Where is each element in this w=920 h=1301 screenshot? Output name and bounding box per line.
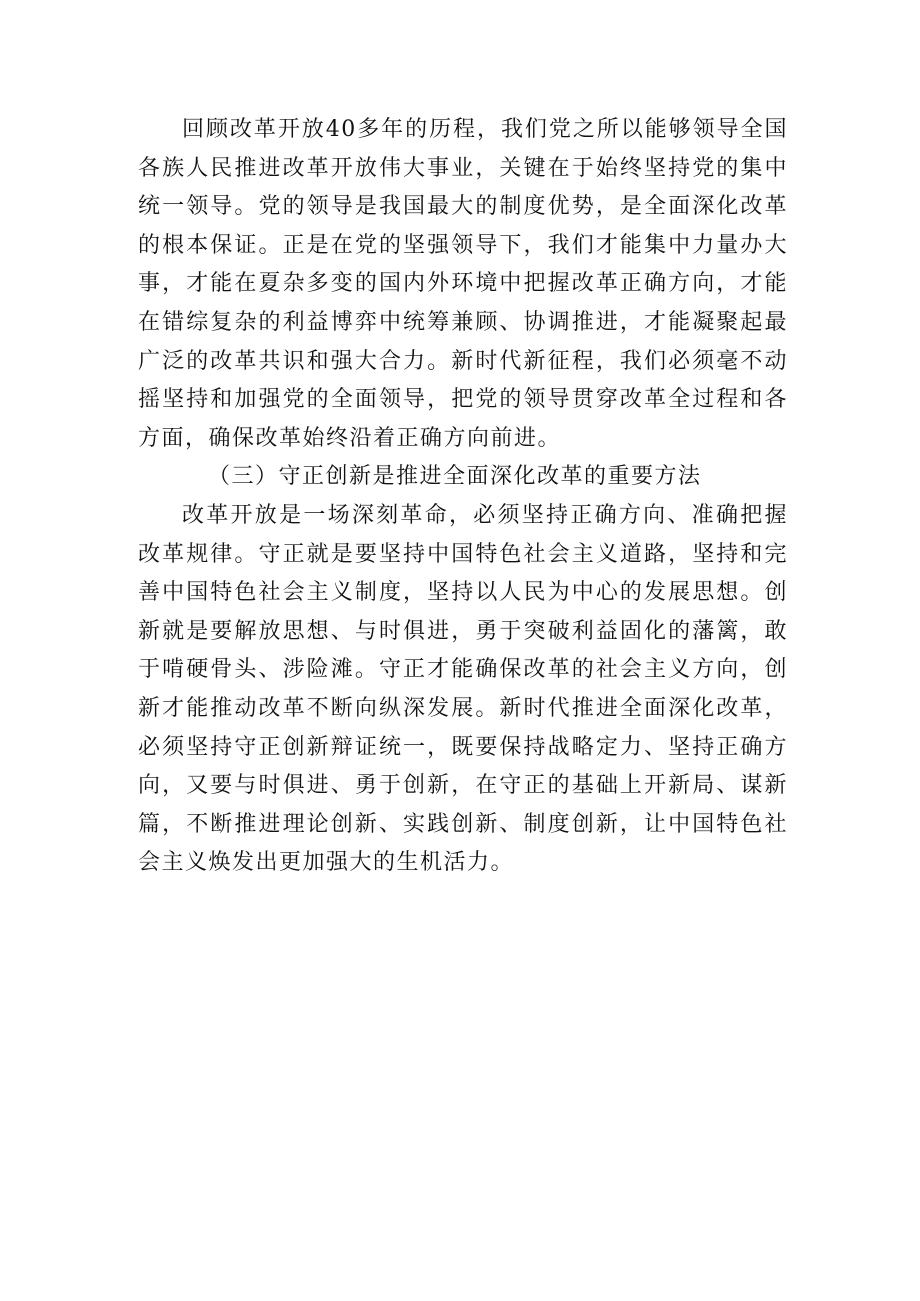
paragraph-innovation: 改革开放是一场深刻革命，必须坚持正确方向、准确把握改革规律。守正就是要坚持中国特色社会主义道路，坚持和完善中国特色社会主义制度，坚持以人民为中心的发展思想。创新就是要解放思想、与时俱进，勇于突破利益固化的藩篱，敢于啃硬骨头、涉险滩。守正才能确保改革的社会主义方向，创新才能推动改革不断向纵深发展。新时代推进全面深化改革，必须坚持守正创新辩证统一，既要保持战略定力、坚持正确方向，又要与时俱进、勇于创新，在守正的基础上开新局、谋新篇，不断推进理论创新、实践创新、制度创新，让中国特色社会主义焕发出更加强大的生机活力。 (138, 502, 788, 876)
paragraph-leadership: 回顾改革开放40多年的历程，我们党之所以能够领导全国各族人民推进改革开放伟大事业，关键在于始终坚持党的集中统一领导。党的领导是我国最大的制度优势，是全面深化改革的根本保证。正是在党的坚强领导下，我们才能集中力量办大事，才能在夏杂多变的国内外环境中把握改革正确方向，才能在错综复杂的利益博弈中统筹兼顾、协调推进，才能凝聚起最广泛的改革共识和强大合力。新时代新征程，我们必须毫不动摇坚持和加强党的全面领导，把党的领导贯穿改革全过程和各方面，确保改革始终沿着正确方向前进。 (138, 117, 788, 451)
section-heading: （三）守正创新是推进全面深化改革的重要方法 (208, 464, 702, 490)
document-page (138, 111, 788, 883)
